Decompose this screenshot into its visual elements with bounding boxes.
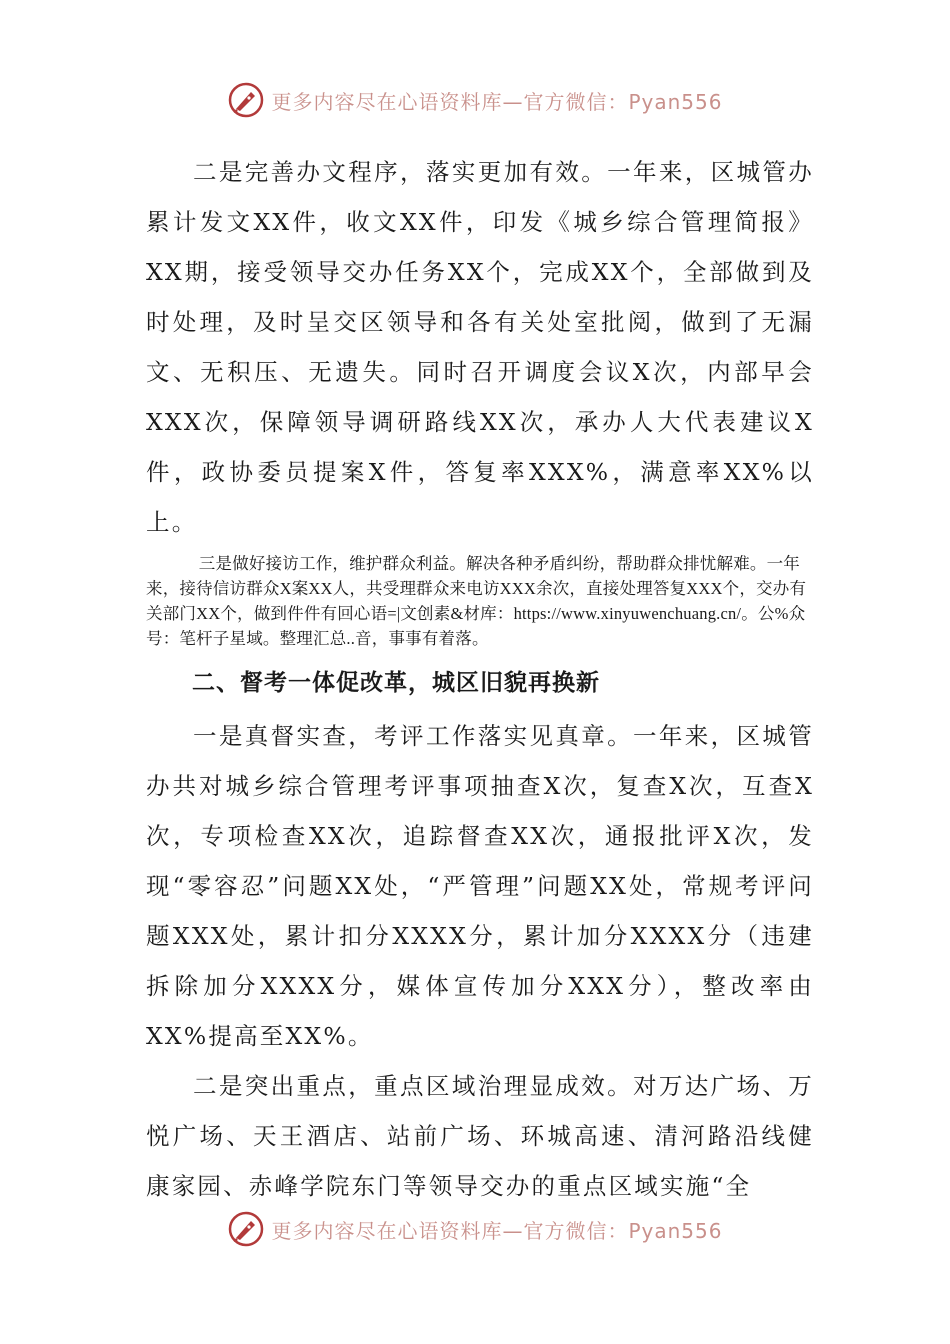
section-heading: 二、督考一体促改革，城区旧貌再换新 [192, 670, 600, 696]
banner-text: 更多内容尽在心语资料库—官方微信：Pyan556 [271, 89, 723, 114]
paragraph: 二是完善办文程序，落实更加有效。一年来，区城管办累计发文XX件，收文XX件，印发《城乡综合管理简报》XX期，接受领导交办任务XX个，完成XX个，全部做到及时处理，及时呈交区领导和各有关处室批阅，做到了无漏文、无积压、无遗失。同时召开调度会议X次，内部早会XXX次，保障领导调研路线XX次，承办人大代表建议X件，政协委员提案X件，答复率XXX%，满意率XX%以上。 [146, 158, 814, 536]
paragraph-small: 三是做好接访工作，维护群众利益。解决各种矛盾纠纷，帮助群众排忧解难。一年来，接待信访群众X案XX人，共受理群众来电访XXX余次，直接处理答复XXX个，交办有关部门XX个，做到件件有回心语=|文创素&材库：https://www.xinyuwenchuang.cn/。公%众号：笔杆子星域。整理汇总..音，事事有着落。 [146, 554, 807, 648]
pen-nib-icon [227, 1210, 265, 1248]
banner-text: 更多内容尽在心语资料库—官方微信：Pyan556 [271, 1218, 723, 1243]
pen-nib-icon [227, 81, 265, 119]
footer-banner [0, 1209, 950, 1249]
paragraph: 一是真督实查，考评工作落实见真章。一年来，区城管办共对城乡综合管理考评事项抽查X次，复查X次，互查X次，专项检查XX次，追踪督查XX次，通报批评X次，发现“零容忍”问题XX处，“严管理”问题XX处，常规考评问题XXX处，累计扣分XXXX分，累计加分XXXX分（违建拆除加分XXXX分，媒体宣传加分XXX分），整改率由XX%提高至XX%。 [146, 722, 814, 1050]
header-banner [0, 80, 950, 120]
document-body [146, 147, 814, 1211]
paragraph: 二是突出重点，重点区域治理显成效。对万达广场、万悦广场、天王酒店、站前广场、环城高速、清河路沿线健康家园、赤峰学院东门等领导交办的重点区域实施“全 [146, 1072, 814, 1200]
